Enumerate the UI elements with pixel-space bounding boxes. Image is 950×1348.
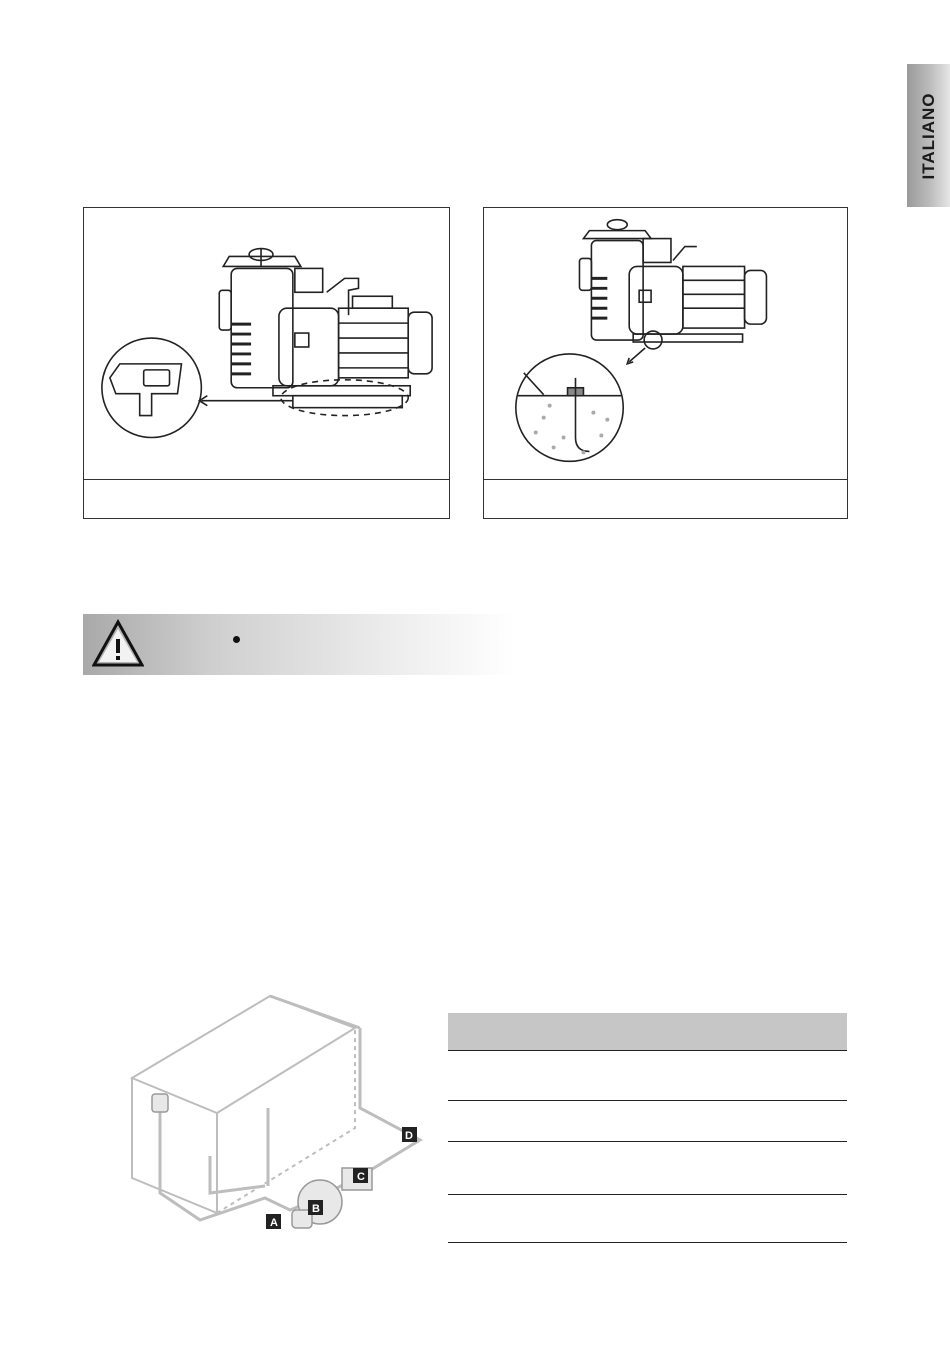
pool-circuit-diagram: [120, 988, 450, 1250]
legend-row-b: [448, 1100, 847, 1141]
language-tab: [907, 64, 950, 207]
pump-base-illustration: [84, 208, 449, 480]
svg-text:D: D: [405, 1130, 413, 1142]
legend-row-c: [448, 1141, 847, 1194]
legend-header: [448, 1013, 847, 1050]
warning-icon: [92, 619, 144, 669]
legend-row-a: [448, 1050, 847, 1100]
svg-text:B: B: [312, 1203, 320, 1215]
figure-left-caption: [84, 479, 449, 518]
svg-text:A: A: [270, 1217, 278, 1229]
pump-anchor-illustration: [484, 208, 847, 480]
warning-bullet: [233, 636, 240, 643]
figure-pump-anchor: [483, 207, 848, 519]
figure-right-caption: [484, 479, 847, 518]
language-tab-label: ITALIANO: [918, 91, 938, 180]
legend-table: [448, 1013, 847, 1243]
figure-pump-base: [83, 207, 450, 519]
warning-banner: [83, 614, 515, 675]
svg-text:C: C: [357, 1171, 365, 1183]
legend-row-d: [448, 1194, 847, 1243]
